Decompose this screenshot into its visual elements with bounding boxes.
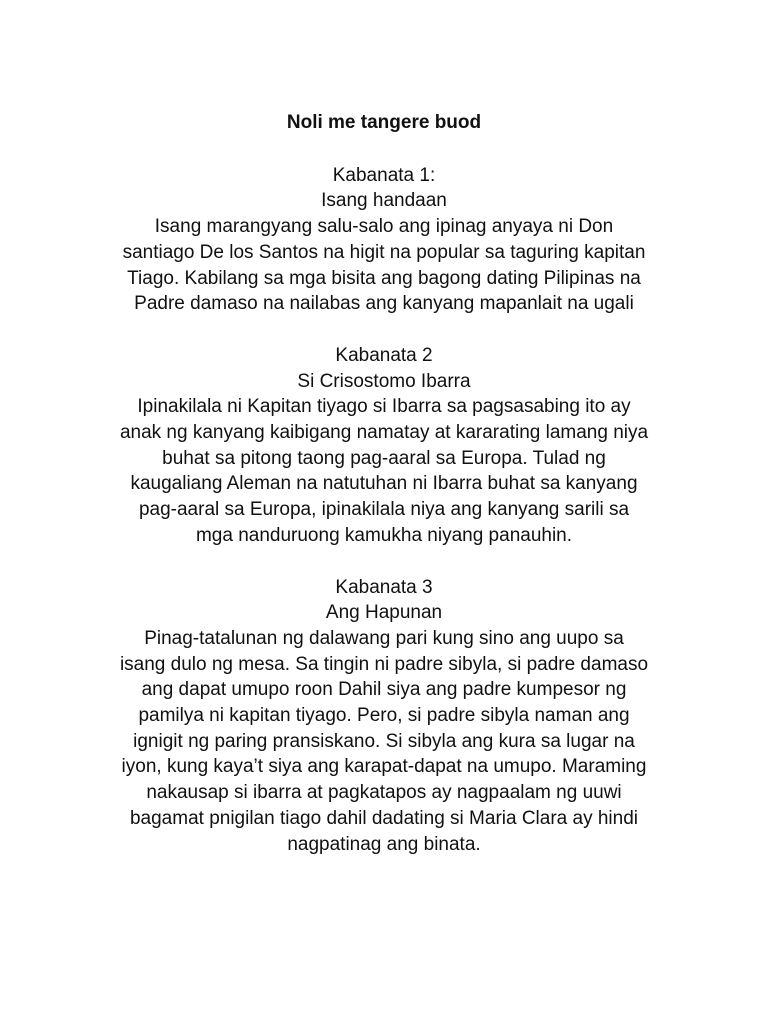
summary-line: mga nanduruong kamukha niyang panauhin. <box>195 524 573 546</box>
chapter-number: Kabanata 3 <box>335 576 433 598</box>
summary-line: Padre damaso na nailabas ang kanyang mapanlait na ugali <box>134 293 634 315</box>
summary-line: isang dulo ng mesa. Sa tingin ni padre sibyla, si padre damaso <box>119 653 649 675</box>
summary-line: bagamat pnigilan tiago dahil dadating si Maria Clara ay hindi <box>129 807 639 829</box>
chapter-heading: Isang handaan <box>321 190 447 212</box>
summary-line: Ipinakilala ni Kapitan tiyago si Ibarra sa pagsasabing ito ay <box>137 396 631 418</box>
summary-line: kaugaliang Aleman na natutuhan ni Ibarra buhat sa kanyang <box>130 473 638 495</box>
summary-line: nagpatinag ang binata. <box>287 833 481 855</box>
chapter-section-3 <box>84 575 684 858</box>
summary-line: pamilya ni kapitan tiyago. Pero, si padre sibyla naman ang <box>138 705 630 727</box>
summary-line: Isang marangyang salu-salo ang ipinag anyaya ni Don <box>154 216 614 238</box>
summary-line: anak ng kanyang kaibigang namatay at kararating lamang niya <box>119 422 649 444</box>
summary-line: Tiago. Kabilang sa mga bisita ang bagong dating Pilipinas na <box>127 267 641 289</box>
summary-line: buhat sa pitong taong pag-aaral sa Europa. Tulad ng <box>162 447 606 469</box>
chapter-number: Kabanata 1: <box>332 164 436 186</box>
document-title: Noli me tangere buod <box>286 112 482 133</box>
summary-line: nakausap si ibarra at pagkatapos ay nagpaalam ng uuwi <box>146 782 622 804</box>
summary-line: iyon, kung kaya’t siya ang karapat-dapat na umupo. Maraming <box>121 756 647 778</box>
summary-line: Pinag-tatalunan ng dalawang pari kung sino ang uupo sa <box>144 627 624 649</box>
document-body <box>84 110 684 857</box>
chapter-number: Kabanata 2 <box>335 344 433 366</box>
summary-line: ang dapat umupo roon Dahil siya ang padre kumpesor ng <box>141 679 627 701</box>
chapter-section-2 <box>84 343 684 549</box>
summary-line: santiago De los Santos na higit na popular sa taguring kapitan <box>122 241 646 263</box>
summary-line: ignigit ng paring pransiskano. Si sibyla ang kura sa lugar na <box>133 730 635 752</box>
chapter-heading: Si Crisostomo Ibarra <box>297 370 471 392</box>
summary-line: pag-aaral sa Europa, ipinakilala niya ang kanyang sarili sa <box>138 499 630 521</box>
chapter-heading: Ang Hapunan <box>325 602 443 624</box>
title-spacer <box>84 136 684 163</box>
chapter-section-1 <box>84 163 684 317</box>
